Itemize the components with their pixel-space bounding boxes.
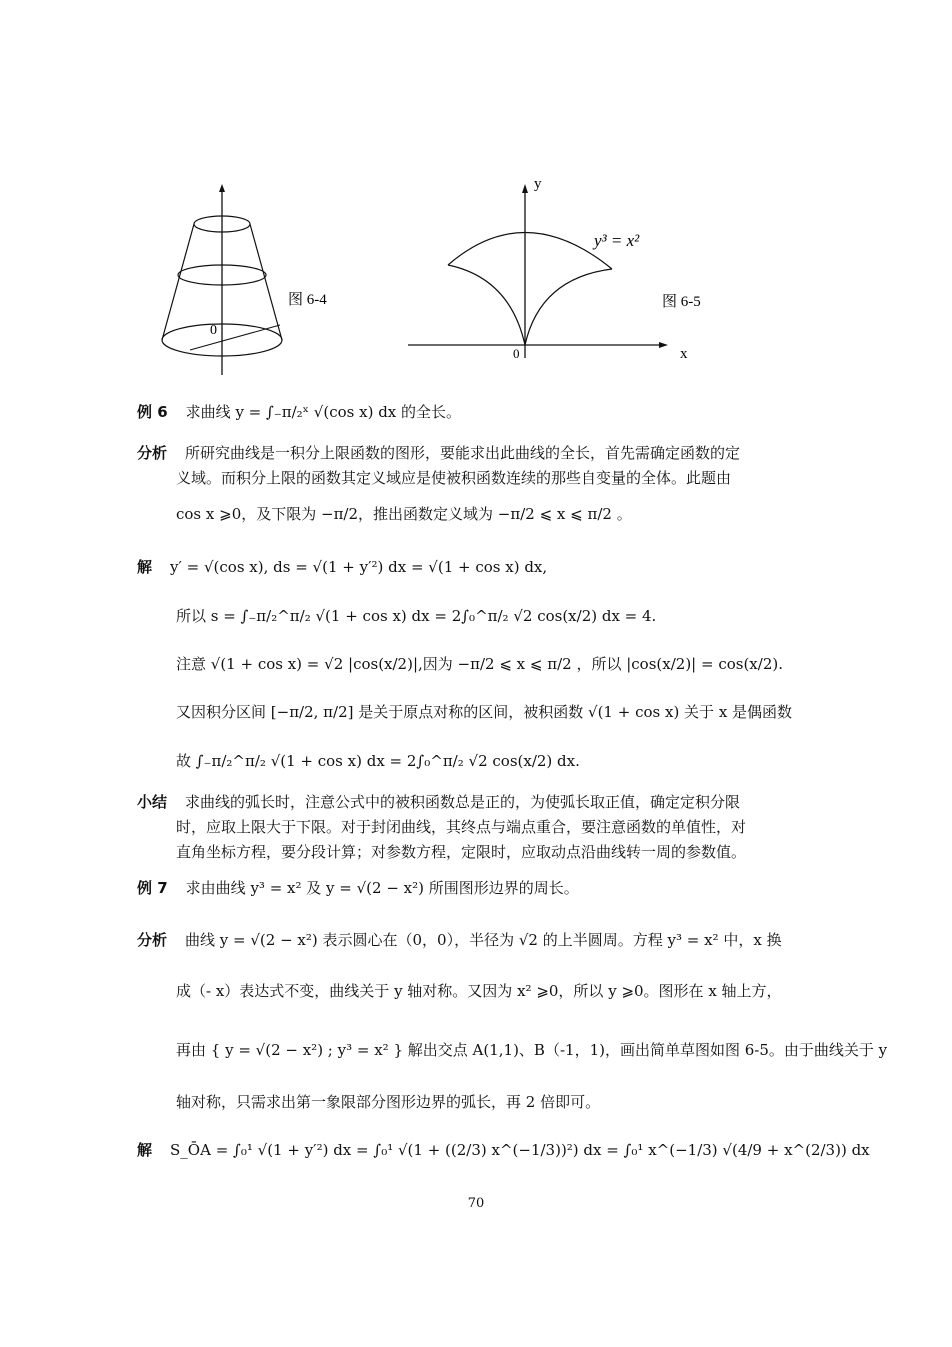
solution-6-line-3: 注意 √(1 + cos x) = √2 |cos(x/2)|,因为 −π/2 ⩽ x ⩽ π/2 ，所以 |cos(x/2)| = cos(x/2). bbox=[176, 655, 783, 673]
page-number: 70 bbox=[467, 1196, 485, 1211]
fig65-axis-x: x bbox=[680, 346, 688, 362]
fig65-cusp-left bbox=[448, 265, 525, 345]
analysis-7-line-2: 成（- x）表达式不变，曲线关于 y 轴对称。又因为 x² ⩾0，所以 y ⩾0。图形在 x 轴上方， bbox=[176, 982, 782, 1000]
analysis-6-line-1: 分析 所研究曲线是一积分上限函数的图形，要能求出此曲线的全长，首先需确定函数的定 bbox=[137, 444, 741, 462]
summary-line-1: 小结 求曲线的弧长时，注意公式中的被积函数总是正的，为使弧长取正值，确定定积分限 bbox=[137, 793, 741, 811]
fig65-curve-label: y³ = x² bbox=[594, 231, 640, 250]
example-7-tag: 例 7 bbox=[137, 879, 168, 897]
analysis-7-line-3: 再由 { y = √(2 − x²) ; y³ = x² } 解出交点 A(1,1)、B（-1，1)，画出简单草图如图 6-5。由于曲线关于 y bbox=[176, 1041, 888, 1059]
solution-6-line-1: 解 y′ = √(cos x), ds = √(1 + y′²) dx = √(1 + cos x) dx, bbox=[137, 558, 548, 576]
solution-7-line: 解 S_ŌA = ∫₀¹ √(1 + y′²) dx = ∫₀¹ √(1 + ((2/3) x^(−1/3))²) dx = ∫₀¹ x^(−1/3) √(4/9 + x^(2/3)) dx bbox=[137, 1141, 870, 1159]
fig65-axis-y: y bbox=[534, 176, 542, 192]
fig65-caption: 图 6-5 bbox=[662, 294, 701, 310]
fig65-origin: 0 bbox=[513, 346, 520, 361]
analysis-tag: 分析 bbox=[137, 444, 168, 462]
analysis-7-line-4: 轴对称，只需求出第一象限部分图形边界的弧长，再 2 倍即可。 bbox=[176, 1093, 601, 1111]
figure-6-5 bbox=[400, 168, 720, 368]
fig65-cusp-right bbox=[525, 269, 612, 345]
summary-line-3: 直角坐标方程，要分段计算；对参数方程，定限时，应取动点沿曲线转一周的参数值。 bbox=[176, 843, 747, 861]
example-7-line: 例 7 求由曲线 y³ = x² 及 y = √(2 − x²) 所围图形边界的周长。 bbox=[137, 879, 579, 897]
summary-tag: 小结 bbox=[137, 793, 168, 811]
solution-6-line-5: 故 ∫₋π/₂^π/₂ √(1 + cos x) dx = 2∫₀^π/₂ √2 cos(x/2) dx. bbox=[176, 752, 580, 770]
summary-line-2: 时，应取上限大于下限。对于封闭曲线，其终点与端点重合，要注意函数的单值性，对 bbox=[176, 818, 747, 836]
analysis-7-tag: 分析 bbox=[137, 931, 168, 949]
solution-tag: 解 bbox=[137, 558, 153, 576]
fig64-caption: 图 6-4 bbox=[288, 292, 327, 308]
example-6-tag: 例 6 bbox=[137, 403, 168, 421]
solution-6-line-4: 又因积分区间 [−π/2, π/2] 是关于原点对称的区间，被积函数 √(1 + cos x) 关于 x 是偶函数 bbox=[176, 703, 793, 721]
solution-6-line-2: 所以 s = ∫₋π/₂^π/₂ √(1 + cos x) dx = 2∫₀^π/₂ √2 cos(x/2) dx = 4. bbox=[176, 607, 657, 625]
figure-6-4 bbox=[150, 180, 350, 380]
fig64-origin: 0 bbox=[210, 323, 217, 338]
fig65-semicircle-arc bbox=[448, 232, 612, 269]
solution-7-tag: 解 bbox=[137, 1141, 153, 1159]
analysis-6-line-3: cos x ⩾0，及下限为 −π/2，推出函数定义域为 −π/2 ⩽ x ⩽ π/2 。 bbox=[176, 505, 632, 523]
example-6-line: 例 6 求曲线 y = ∫₋π/₂ˣ √(cos x) dx 的全长。 bbox=[137, 403, 462, 421]
analysis-6-line-2: 义域。而积分上限的函数其定义域应是使被积函数连续的那些自变量的全体。此题由 bbox=[176, 469, 732, 487]
analysis-7-line-1: 分析 曲线 y = √(2 − x²) 表示圆心在（0，0），半径为 √2 的上半圆周。方程 y³ = x² 中，x 换 bbox=[137, 931, 782, 949]
